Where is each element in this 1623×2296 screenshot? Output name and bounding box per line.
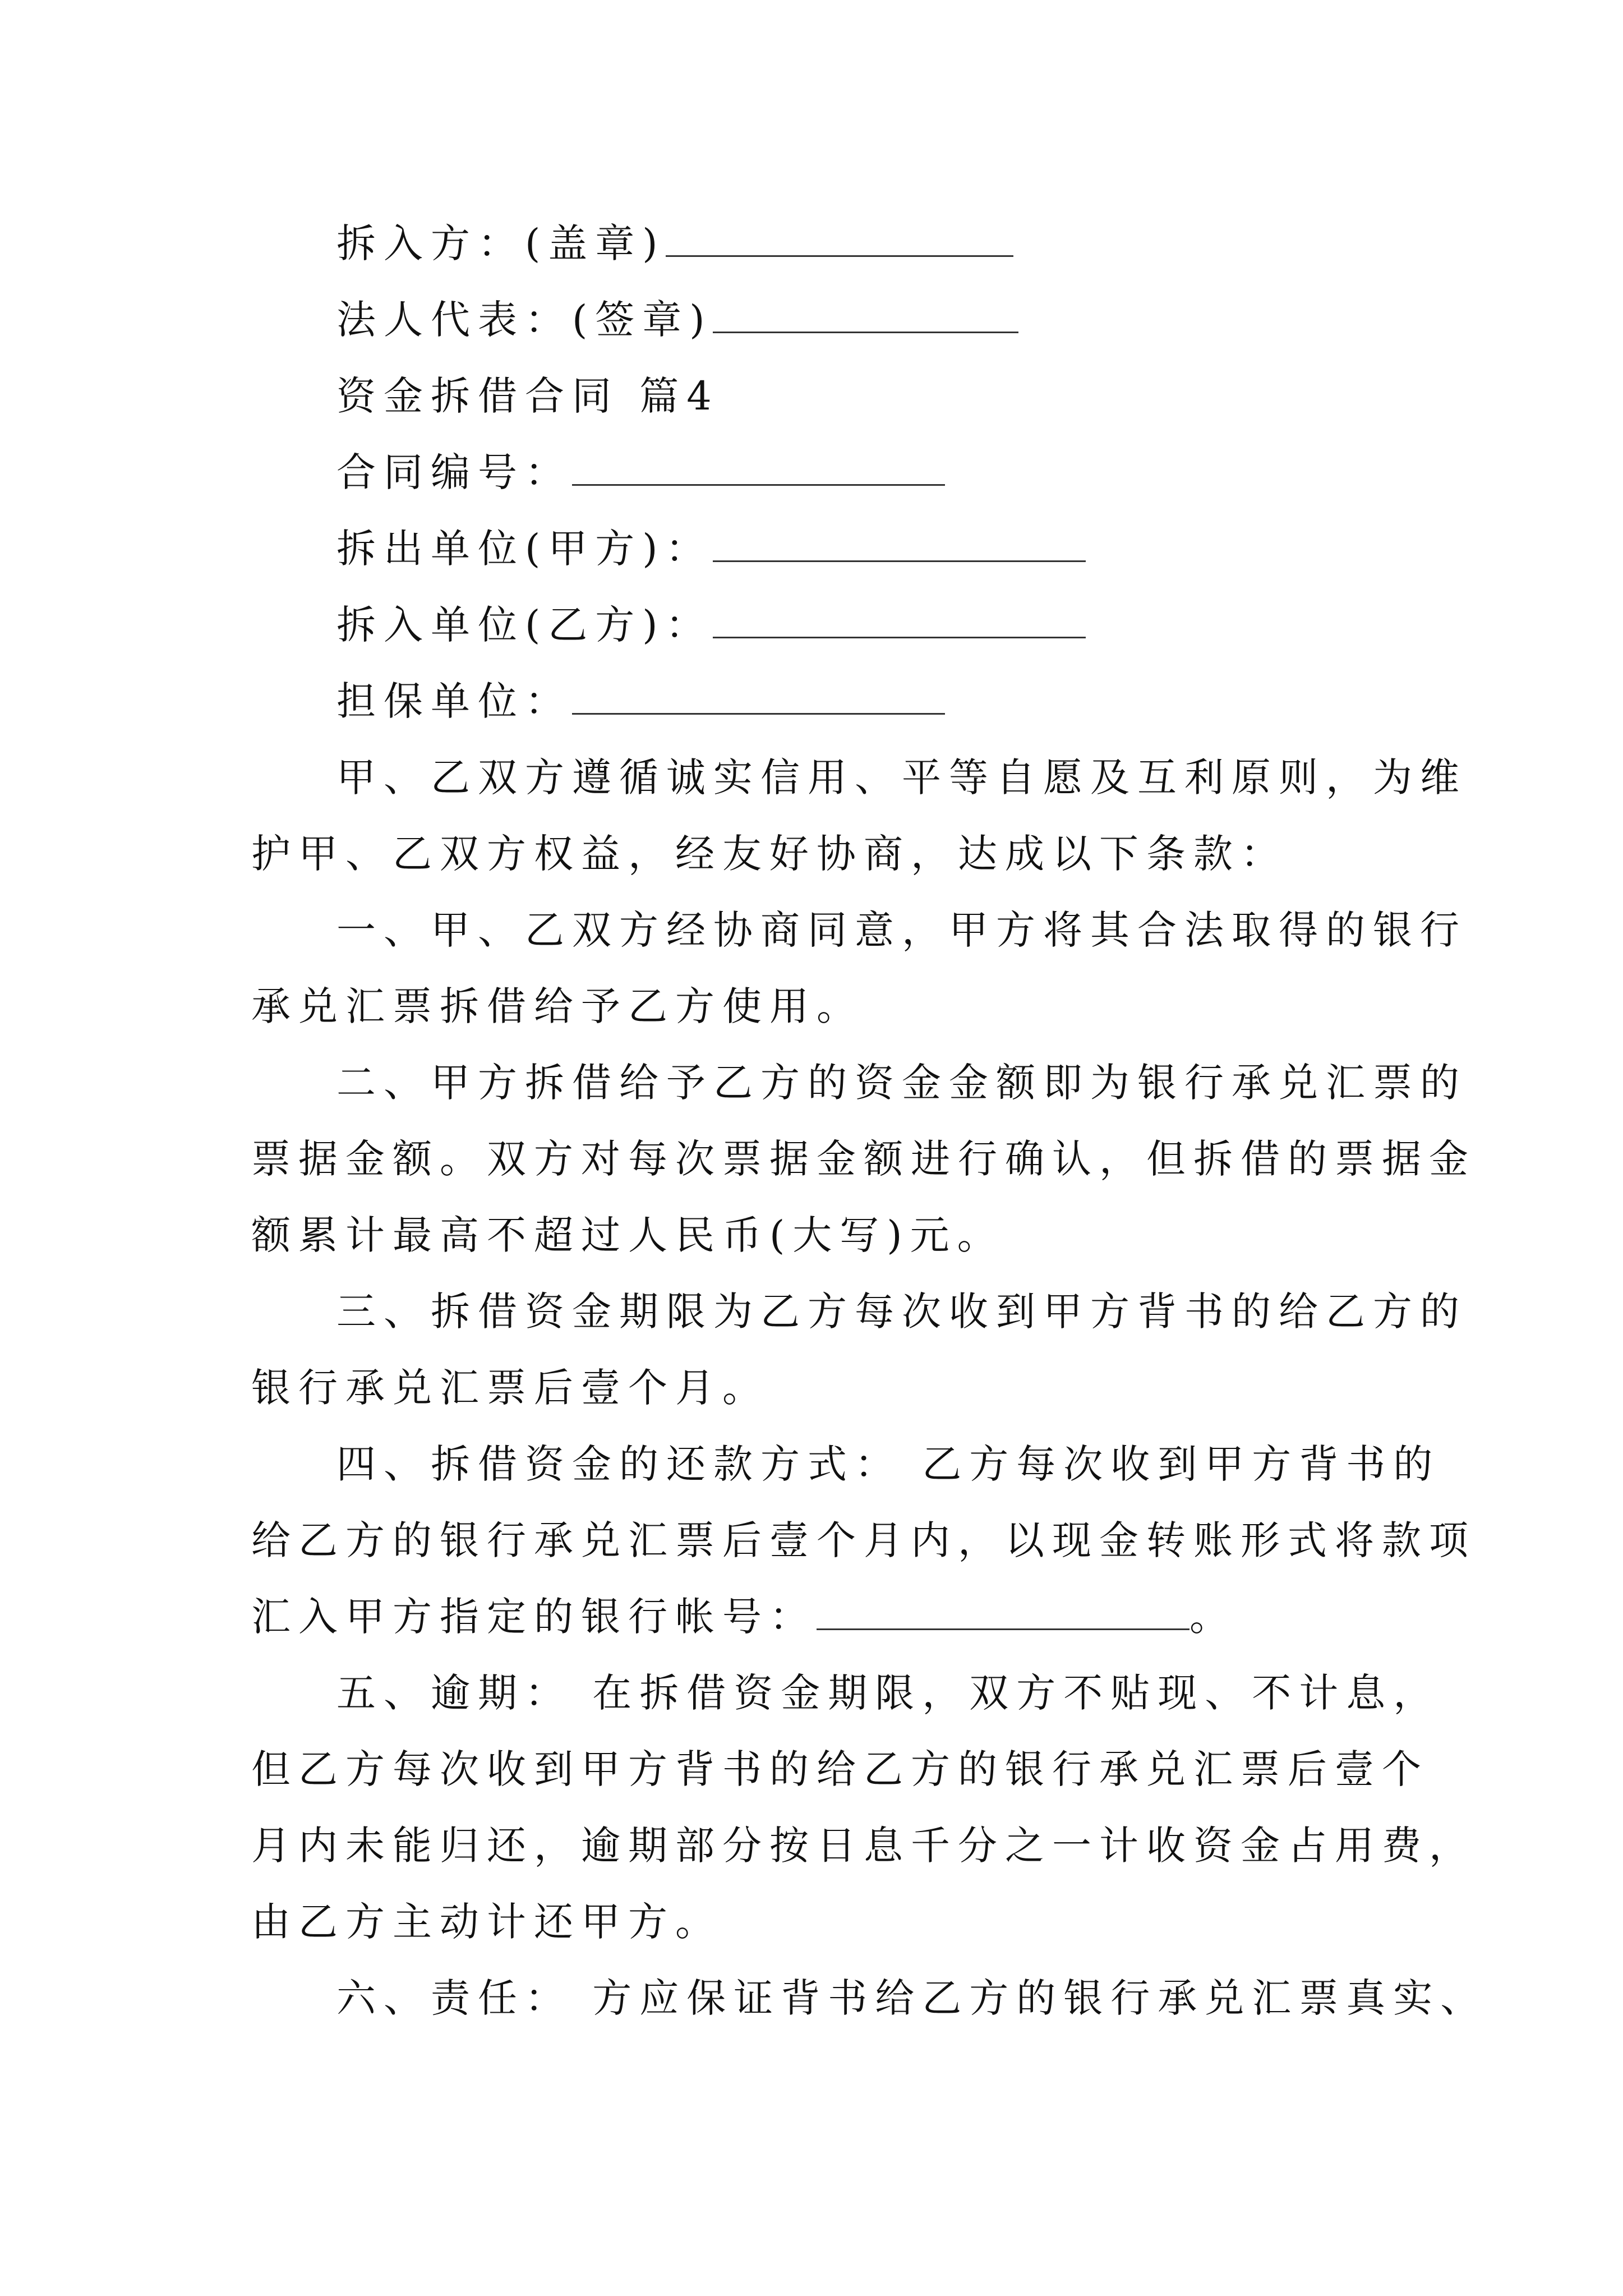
paragraph-line: 但乙方每次收到甲方背书的给乙方的银行承兑汇票后壹个 [251, 1746, 1429, 1792]
paragraph-line: 六、责任： 方应保证背书给乙方的银行承兑汇票真实、 [336, 1975, 1488, 2021]
paragraph-line: 一、甲、乙双方经协商同意，甲方将其合法取得的银行 [336, 907, 1467, 953]
bank-account-blank [817, 1591, 1189, 1630]
paragraph-line: 额累计最高不超过人民币(大写)元。 [251, 1212, 1004, 1258]
signature-line-party-b [336, 215, 1013, 272]
field-blank [572, 447, 945, 486]
paragraph-text: 汇入甲方指定的银行帐号： [251, 1594, 817, 1640]
field-contract-no [336, 444, 945, 500]
field-label: 拆出单位(甲方)： [336, 526, 713, 572]
field-borrower [336, 597, 1086, 653]
paragraph-line: 甲、乙双方遵循诚实信用、平等自愿及互利原则，为维 [336, 754, 1467, 800]
paragraph-line: 月内未能归还，逾期部分按日息千分之一计收资金占用费， [251, 1823, 1476, 1869]
paragraph-line: 票据金额。双方对每次票据金额进行确认，但拆借的票据金 [251, 1136, 1476, 1182]
signature-label: 法人代表：(签章) [336, 297, 713, 343]
field-label: 拆入单位(乙方)： [336, 602, 713, 648]
field-label: 合同编号： [336, 449, 572, 495]
paragraph-line: 三、拆借资金期限为乙方每次收到甲方背书的给乙方的 [336, 1289, 1467, 1335]
signature-blank [666, 218, 1013, 257]
field-lender [336, 521, 1086, 577]
paragraph-line: 五、逾期： 在拆借资金期限，双方不贴现、不计息， [336, 1670, 1441, 1716]
field-blank [713, 523, 1086, 562]
field-label: 担保单位： [336, 678, 572, 724]
field-blank [713, 600, 1086, 638]
paragraph-line: 二、甲方拆借给予乙方的资金金额即为银行承兑汇票的 [336, 1060, 1467, 1106]
paragraph-text: 。 [1189, 1594, 1237, 1640]
field-blank [572, 676, 945, 715]
signature-label: 拆入方：(盖章) [336, 220, 666, 266]
paragraph-line: 给乙方的银行承兑汇票后壹个月内，以现金转账形式将款项 [251, 1517, 1476, 1563]
contract-heading: 资金拆借合同 篇4 [336, 373, 720, 419]
paragraph-line: 四、拆借资金的还款方式： 乙方每次收到甲方背书的 [336, 1441, 1441, 1487]
paragraph-line: 承兑汇票拆借给予乙方使用。 [251, 983, 864, 1029]
paragraph-line: 由乙方主动计还甲方。 [251, 1899, 722, 1945]
paragraph-line: 银行承兑汇票后壹个月。 [251, 1365, 769, 1411]
paragraph-line-with-blank [251, 1589, 1237, 1645]
field-guarantor [336, 673, 945, 729]
signature-blank [713, 295, 1018, 333]
paragraph-line: 护甲、乙双方权益，经友好协商，达成以下条款： [251, 831, 1288, 877]
signature-line-legal-rep [336, 292, 1018, 348]
